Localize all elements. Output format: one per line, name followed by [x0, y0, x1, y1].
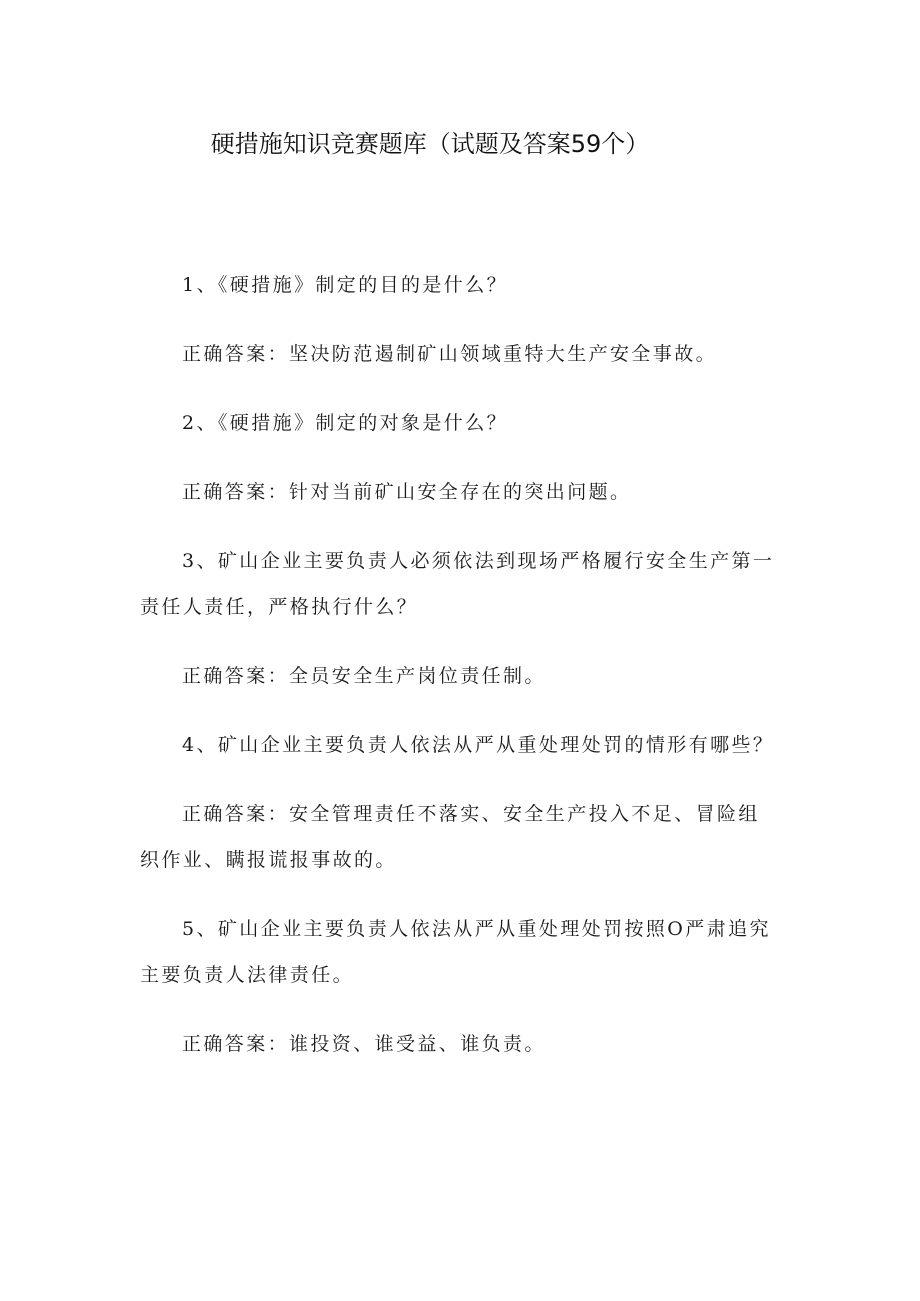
- document-body: [140, 262, 780, 1090]
- question-4: 4、矿山企业主要负责人依法从严从重处理处罚的情形有哪些？: [182, 734, 775, 756]
- document-title: 硬措施知识竞赛题库（试题及答案59个）: [210, 130, 650, 158]
- question-1: 1、《硬措施》制定的目的是什么？: [182, 274, 508, 296]
- answer-1: 正确答案：坚决防范遏制矿山领域重特大生产安全事故。: [182, 343, 718, 365]
- answer-4: 正确答案：安全管理责任不落实、安全生产投入不足、冒险组织作业、瞒报谎报事故的。: [140, 803, 760, 871]
- answer-3: 正确答案：全员安全生产岗位责任制。: [182, 665, 546, 687]
- question-5: 5、矿山企业主要负责人依法从严从重处理处罚按照O严肃追究主要负责人法律责任。: [140, 918, 771, 986]
- answer-5: 正确答案：谁投资、谁受益、谁负责。: [182, 1033, 546, 1055]
- question-3: 3、矿山企业主要负责人必须依法到现场严格履行安全生产第一责任人责任，严格执行什么？: [140, 550, 775, 618]
- question-2: 2、《硬措施》制定的对象是什么？: [182, 412, 508, 434]
- answer-2: 正确答案：针对当前矿山安全存在的突出问题。: [182, 481, 632, 503]
